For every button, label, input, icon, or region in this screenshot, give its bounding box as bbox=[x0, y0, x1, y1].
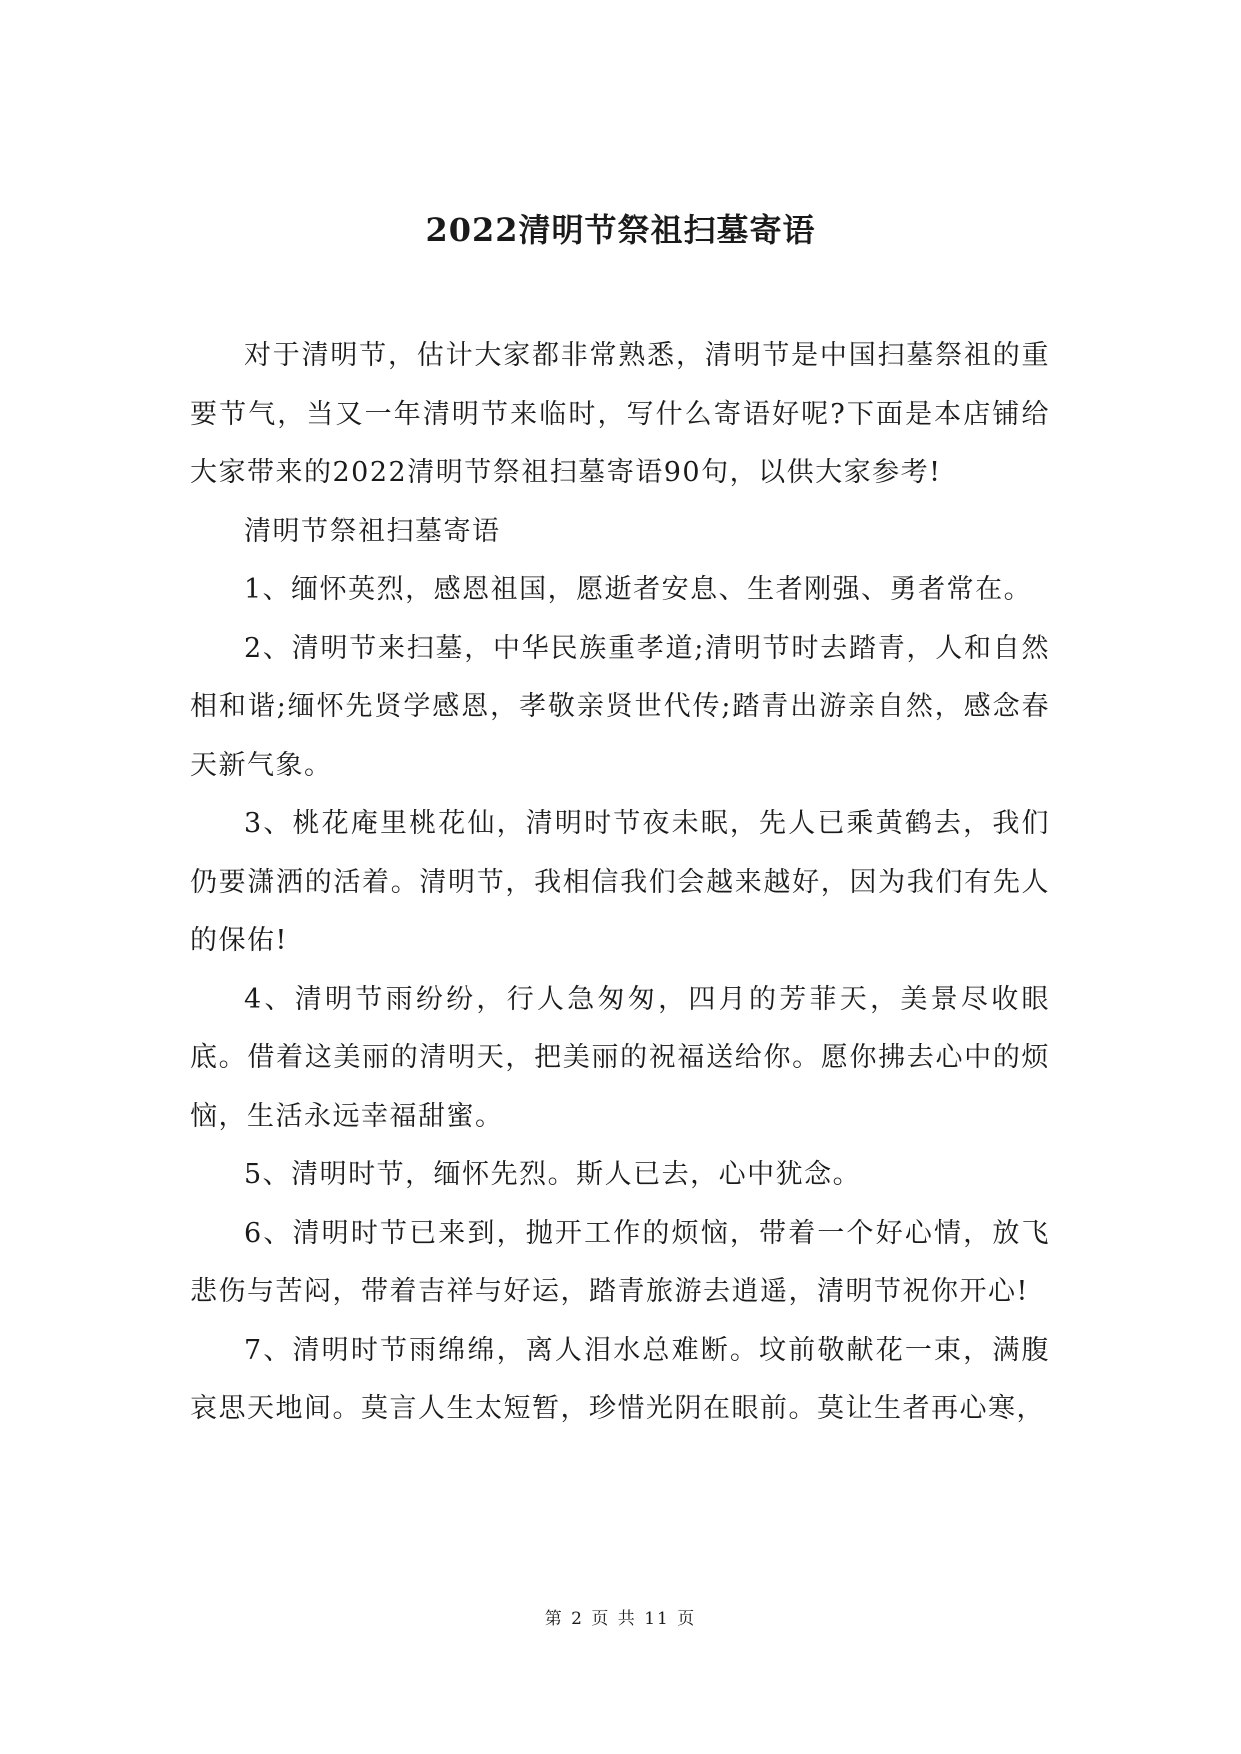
list-item: 1、缅怀英烈，感恩祖国，愿逝者安息、生者刚强、勇者常在。 bbox=[244, 574, 1033, 605]
list-item: 3、桃花庵里桃花仙，清明时节夜未眠，先人已乘黄鹤去，我们仍要潇洒的活着。清明节，我相信我们会越来越好，因为我们有先人的保佑! bbox=[190, 808, 1050, 956]
intro-paragraph: 对于清明节，估计大家都非常熟悉，清明节是中国扫墓祭祖的重要节气，当又一年清明节来临时，写什么寄语好呢?下面是本店铺给大家带来的2022清明节祭祖扫墓寄语90句，以供大家参考! bbox=[190, 340, 1050, 488]
list-item: 5、清明时节，缅怀先烈。斯人已去，心中犹念。 bbox=[244, 1159, 862, 1190]
page-number-footer: 第 2 页 共 11 页 bbox=[544, 1609, 697, 1629]
section-heading: 清明节祭祖扫墓寄语 bbox=[244, 515, 501, 547]
document-body bbox=[190, 327, 1050, 1439]
list-item: 6、清明时节已来到，抛开工作的烦恼，带着一个好心情，放飞悲伤与苦闷，带着吉祥与好运，踏青旅游去逍遥，清明节祝你开心! bbox=[190, 1217, 1050, 1307]
document-title: 2022清明节祭祖扫墓寄语 bbox=[425, 211, 816, 249]
list-item: 7、清明时节雨绵绵，离人泪水总难断。坟前敬献花一束，满腹哀思天地间。莫言人生太短暂，珍惜光阴在眼前。莫让生者再心寒， bbox=[190, 1334, 1050, 1424]
list-item: 4、清明节雨纷纷，行人急匆匆，四月的芳菲天，美景尽收眼底。借着这美丽的清明天，把美丽的祝福送给你。愿你拂去心中的烦恼，生活永远幸福甜蜜。 bbox=[190, 983, 1050, 1132]
list-item: 2、清明节来扫墓，中华民族重孝道;清明节时去踏青，人和自然相和谐;缅怀先贤学感恩，孝敬亲贤世代传;踏青出游亲自然，感念春天新气象。 bbox=[190, 632, 1050, 781]
